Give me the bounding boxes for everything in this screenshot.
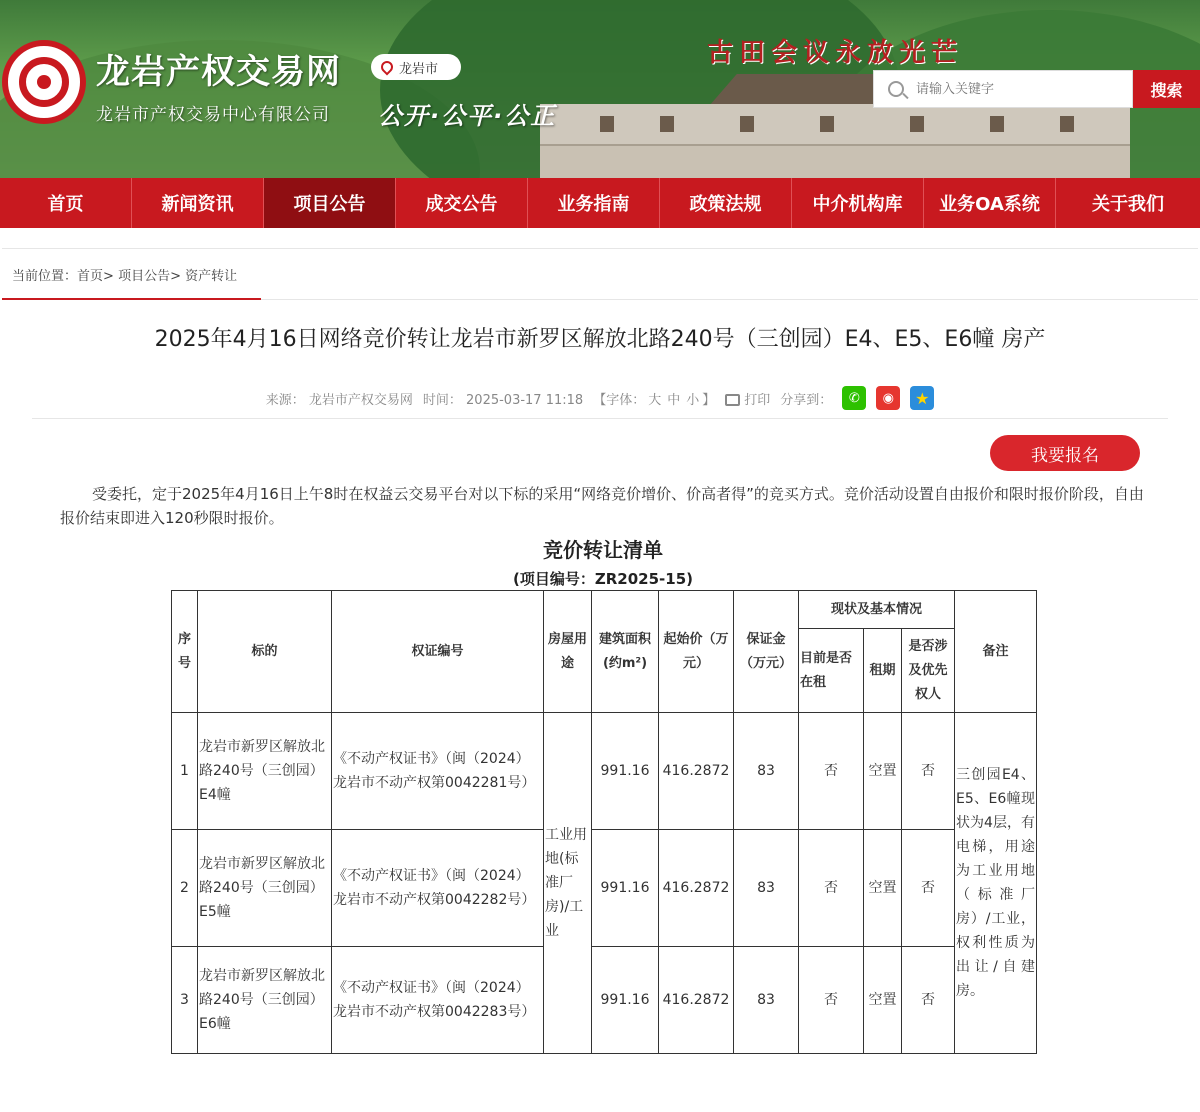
font-size-large[interactable]: 大 [648, 392, 662, 408]
signup-button[interactable]: 我要报名 [990, 435, 1140, 471]
cell-priority: 否 [902, 947, 955, 1054]
time-value: 2025-03-17 11:18 [466, 392, 584, 408]
cell-target: 龙岩市新罗区解放北路240号（三创园）E4幢 [198, 713, 332, 830]
cell-cert: 《不动产权证书》（闽（2024）龙岩市不动产权第0042283号） [332, 947, 544, 1054]
font-size-switcher: 【字体： 大 中 小 】 [593, 392, 716, 408]
header-no: 序号 [172, 591, 198, 713]
share-label: 分享到： [780, 392, 833, 408]
print-button[interactable]: 打印 [725, 389, 770, 408]
table-row [172, 713, 1037, 830]
bidding-list-table [171, 590, 1037, 1054]
cell-priority: 否 [902, 830, 955, 947]
cell-priority: 否 [902, 713, 955, 830]
site-header [0, 0, 1200, 178]
article-title: 2025年4月16日网络竞价转让龙岩市新罗区解放北路240号（三创园）E4、E5、E6幢 房产 [154, 327, 1046, 352]
article-meta [0, 386, 1200, 410]
nav-item-news[interactable]: 新闻资讯 [132, 178, 264, 228]
time-label: 时间： 2025-03-17 11:18 [422, 392, 584, 408]
cell-no: 2 [172, 830, 198, 947]
header-price: 起始价（万元） [659, 591, 734, 713]
cell-target: 龙岩市新罗区解放北路240号（三创园）E6幢 [198, 947, 332, 1054]
breadcrumb-label: 当前位置： [12, 269, 78, 284]
search-icon [888, 81, 904, 97]
header-deposit: 保证金（万元） [734, 591, 799, 713]
nav-item-oa-system[interactable]: 业务OA系统 [924, 178, 1056, 228]
cell-price: 416.2872 [659, 713, 734, 830]
header-note: 备注 [955, 591, 1037, 713]
cell-usage: 工业用地(标准厂房)/工业 [544, 713, 592, 1054]
nav-item-home[interactable]: 首页 [0, 178, 132, 228]
cell-cert: 《不动产权证书》（闽（2024）龙岩市不动产权第0042282号） [332, 830, 544, 947]
cell-no: 1 [172, 713, 198, 830]
nav-item-project-notices[interactable]: 项目公告 [264, 178, 396, 228]
main-nav [0, 178, 1200, 228]
project-code: (项目编号：ZR2025-15) [513, 570, 693, 588]
nav-item-deal-notices[interactable]: 成交公告 [396, 178, 528, 228]
nav-item-policies[interactable]: 政策法规 [660, 178, 792, 228]
city-label: 龙岩市 [399, 61, 439, 77]
breadcrumb-separator: > [103, 269, 119, 284]
cell-area: 991.16 [592, 713, 659, 830]
qzone-share-icon[interactable]: ★ [910, 386, 934, 410]
wechat-share-icon[interactable]: ✆ [842, 386, 866, 410]
nav-item-about[interactable]: 关于我们 [1092, 194, 1164, 215]
cell-price: 416.2872 [659, 830, 734, 947]
nav-item-agencies[interactable]: 中介机构库 [792, 178, 924, 228]
header-target: 标的 [198, 591, 332, 713]
header-usage: 房屋用途 [544, 591, 592, 713]
font-size-medium[interactable]: 中 [667, 392, 681, 408]
header-area: 建筑面积(约m²) [592, 591, 659, 713]
cell-deposit: 83 [734, 947, 799, 1054]
breadcrumb-asset-transfer[interactable]: 资产转让 [185, 269, 238, 284]
cell-lease: 空置 [864, 713, 902, 830]
cell-lease: 空置 [864, 947, 902, 1054]
header-priority: 是否涉及优先权人 [902, 629, 955, 713]
site-motto: 公开·公平·公正 [378, 102, 557, 130]
breadcrumb-project-notices[interactable]: 项目公告 [118, 269, 171, 284]
breadcrumb-text [12, 265, 237, 284]
cell-deposit: 83 [734, 830, 799, 947]
nav-item-guide[interactable]: 业务指南 [528, 178, 660, 228]
table-row [172, 830, 1037, 947]
header-rented: 目前是否在租 [799, 629, 864, 713]
cell-target: 龙岩市新罗区解放北路240号（三创园）E5幢 [198, 830, 332, 947]
cell-area: 991.16 [592, 947, 659, 1054]
cell-rented: 否 [799, 830, 864, 947]
breadcrumb-separator: > [170, 269, 186, 284]
site-logo[interactable] [2, 40, 86, 124]
site-subtitle: 龙岩市产权交易中心有限公司 [96, 105, 330, 125]
breadcrumb-underline [2, 298, 261, 300]
weibo-share-icon[interactable]: ◉ [876, 386, 900, 410]
search-input[interactable] [916, 82, 1116, 97]
site-title[interactable]: 龙岩产权交易网 [96, 52, 341, 92]
header-cert: 权证编号 [332, 591, 544, 713]
search-button[interactable]: 搜索 [1133, 70, 1200, 108]
cell-deposit: 83 [734, 713, 799, 830]
table-row [172, 947, 1037, 1054]
cell-price: 416.2872 [659, 947, 734, 1054]
breadcrumb [2, 248, 1198, 300]
cell-area: 991.16 [592, 830, 659, 947]
banner-slogan: 古田会议永放光芒 [706, 37, 963, 68]
list-title: 竞价转让清单 [543, 538, 663, 562]
font-size-small[interactable]: 小 [686, 392, 700, 408]
source-value: 龙岩市产权交易网 [308, 392, 413, 408]
cell-cert: 《不动产权证书》（闽（2024）龙岩市不动产权第0042281号） [332, 713, 544, 830]
header-lease: 租期 [864, 629, 902, 713]
article-intro: 受委托，定于2025年4月16日上午8时在权益云交易平台对以下标的采用“网络竞价增价、价高者得”的竞买方式。竞价活动设置自由报价和限时报价阶段，自由报价结束即进入120秒限时报价。 [60, 485, 1144, 527]
search-box [873, 70, 1133, 108]
printer-icon [725, 394, 740, 406]
cell-lease: 空置 [864, 830, 902, 947]
breadcrumb-home[interactable]: 首页 [77, 269, 104, 284]
cell-rented: 否 [799, 713, 864, 830]
cell-no: 3 [172, 947, 198, 1054]
location-pin-icon [379, 59, 396, 76]
cell-note: 三创园E4、E5、E6幢现状为4层，有电梯，用途为工业用地（标准厂房）/工业，权利性质为出让/自建房。 [955, 713, 1037, 1054]
header-status-group: 现状及基本情况 [799, 591, 955, 629]
city-selector[interactable] [371, 54, 461, 80]
meta-divider [32, 418, 1168, 419]
source-label: 来源： 龙岩市产权交易网 [265, 392, 413, 408]
cell-rented: 否 [799, 947, 864, 1054]
